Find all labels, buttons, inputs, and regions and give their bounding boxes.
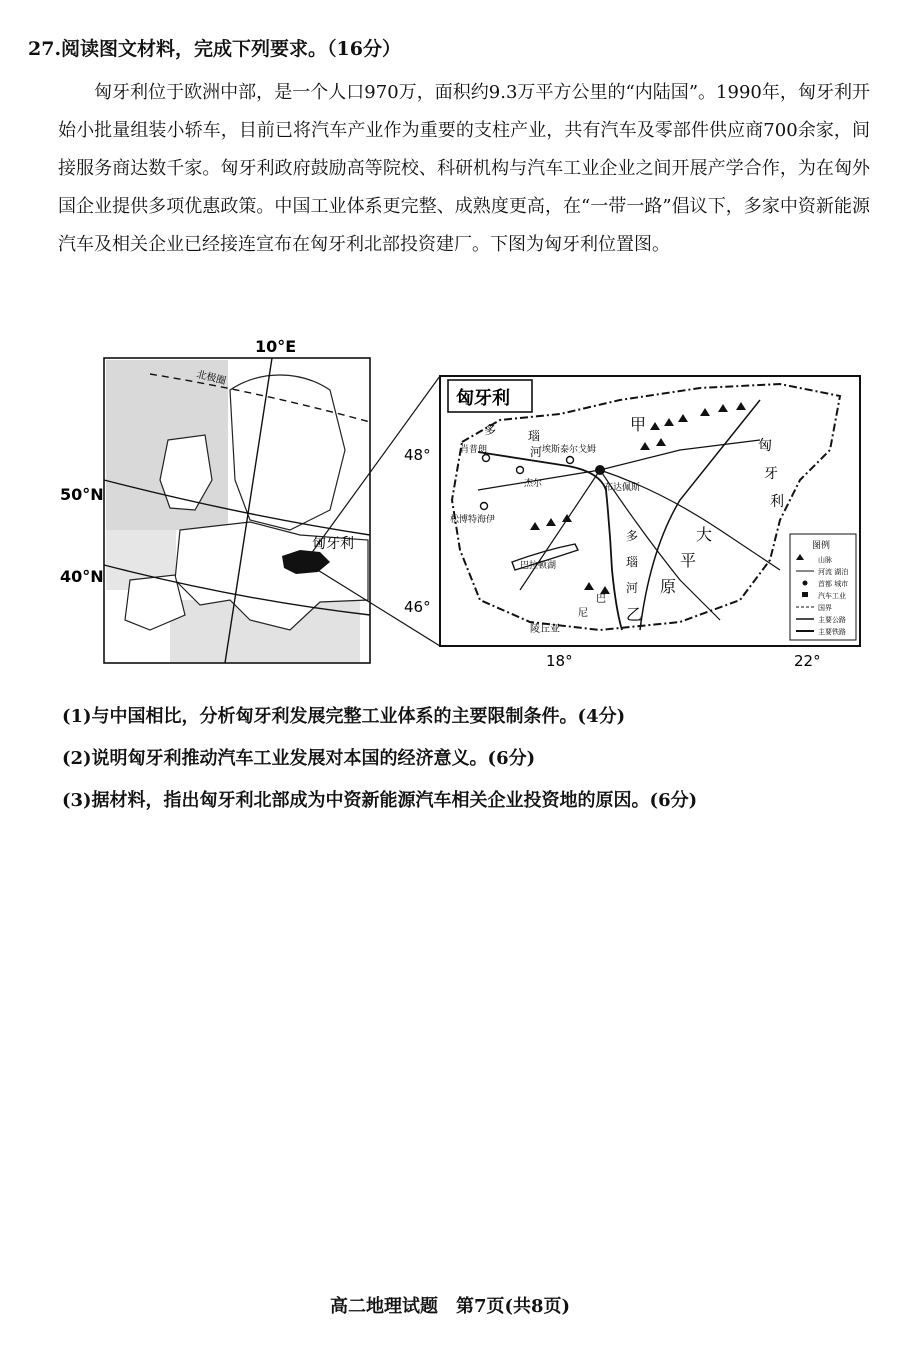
lon-18: 18° — [546, 652, 573, 670]
material-text: 匈牙利位于欧洲中部，是一个人口970万，面积约9.3万平方公里的“内陆国”。1990年，匈牙利开始小批量组装小轿车，目前已将汽车产业作为重要的支柱产业，共有汽车及零部件供应商700余家，间接服务商达数千家。匈牙利政府鼓励高等院校、科研机构与汽车工业企业之间开展产学合作，为在匈外国企业提供多项优惠政策。中国工业体系更完整、成熟度更高，在“一带一路”倡议下，多家中资新能源汽车及相关企业已经接连宣布在匈牙利北部投资建厂。下图为匈牙利位置图。 — [58, 82, 870, 255]
legend-item-border: 国界 — [818, 604, 832, 612]
lat-48: 48° — [404, 446, 431, 464]
subquestion-3: (3)据材料，指出匈牙利北部成为中资新能源汽车相关企业投资地的原因。(6分) — [62, 790, 698, 811]
lat-label-50n: 50°N — [60, 485, 104, 504]
label-duo2: 多 — [626, 529, 639, 543]
lon-22: 22° — [794, 652, 821, 670]
label-ya: 牙 — [764, 466, 778, 482]
legend-item-road: 主要公路 — [818, 616, 846, 624]
label-nao2: 瑙 — [626, 555, 639, 569]
legend-title: 图例 — [812, 541, 831, 551]
label-ni: 尼 — [578, 608, 588, 619]
legend-item-river: 河流 湖泊 — [818, 568, 849, 576]
capital-budapest — [595, 465, 605, 475]
question-title: 27.阅读图文材料，完成下列要求。（16分） — [28, 38, 401, 60]
city-szombathely: 松博特海伊 — [450, 515, 496, 525]
legend-item-city: 首都 城市 — [818, 580, 849, 588]
lat-label-40n: 40°N — [60, 567, 104, 586]
europe-map — [60, 337, 440, 663]
label-qiuling: 陵丘亚 — [530, 624, 560, 635]
lake-label: 巴拉顿湖 — [520, 561, 557, 571]
arctic-label: 北极圈 — [195, 369, 228, 388]
location-figure — [0, 330, 900, 730]
page-footer: 高二地理试题 第7页(共8页) — [329, 1296, 571, 1317]
legend-item-rail: 主要铁路 — [818, 628, 846, 636]
material-paragraph — [58, 74, 870, 264]
label-he1: 河 — [530, 445, 543, 459]
label-duo: 多 — [484, 423, 497, 437]
label-li: 利 — [770, 494, 784, 510]
label-ba: 巴 — [596, 594, 606, 605]
city-budapest: 布达佩斯 — [604, 483, 641, 493]
legend-item-mountain: 山脉 — [818, 556, 832, 564]
detail-map-title: 匈牙利 — [456, 388, 510, 409]
label-xiong: 匈 — [758, 438, 772, 454]
label-yuan: 原 — [660, 577, 677, 596]
city-sopron: 肖普朗 — [460, 445, 488, 455]
map-legend — [790, 534, 856, 640]
subquestion-2: (2)说明匈牙利推动汽车工业发展对本国的经济意义。(6分) — [62, 748, 536, 769]
subquestion-1: (1)与中国相比，分析匈牙利发展完整工业体系的主要限制条件。(4分) — [62, 706, 626, 727]
point-yi: 乙 — [626, 605, 643, 624]
label-ping: 平 — [680, 551, 697, 570]
label-nao: 瑙 — [528, 429, 541, 443]
point-jia: 甲 — [630, 415, 647, 434]
city-gyor: 杰尔 — [524, 479, 543, 489]
label-he2: 河 — [626, 581, 639, 595]
lon-label-10e: 10°E — [255, 337, 297, 356]
hungary-label: 匈牙利 — [312, 536, 354, 552]
hungary-map — [404, 376, 860, 670]
lat-46: 46° — [404, 598, 431, 616]
legend-item-auto: 汽车工业 — [818, 592, 846, 600]
city-esztergom: 埃斯泰尔戈姆 — [542, 445, 597, 455]
label-da: 大 — [696, 525, 713, 544]
